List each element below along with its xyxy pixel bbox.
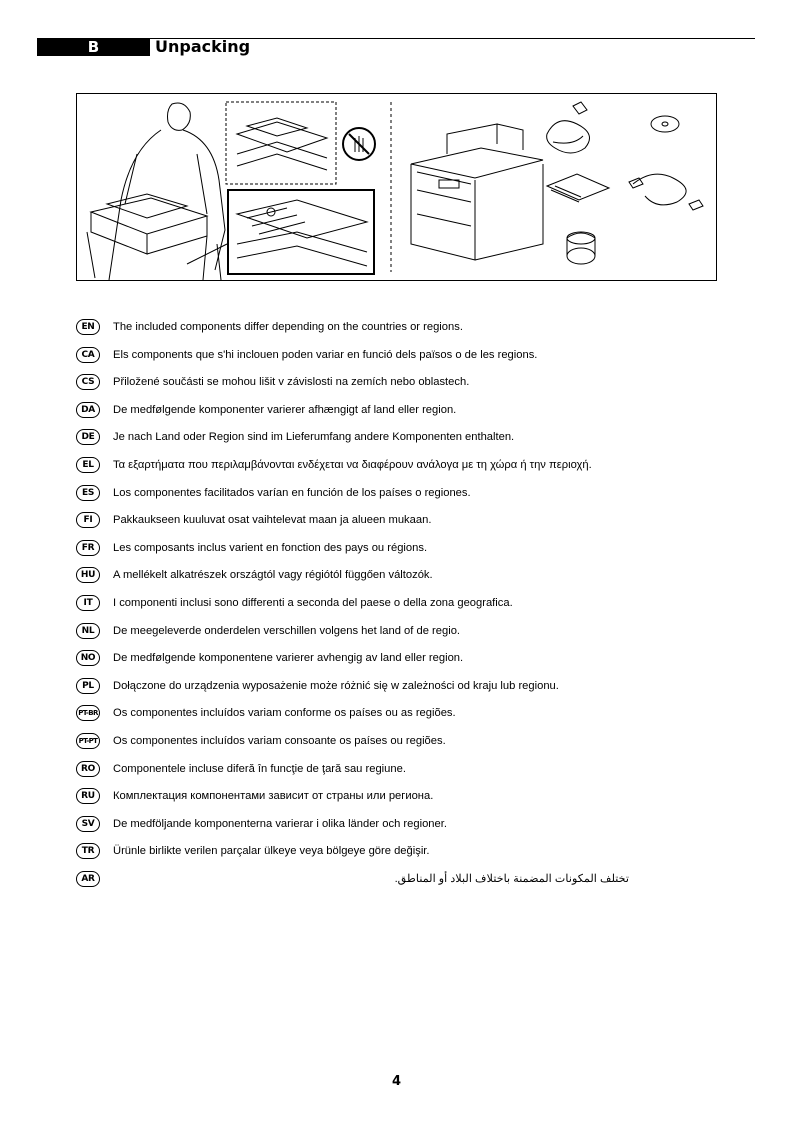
language-text: De medföljande komponenterna varierar i olika länder och regioner. [113, 817, 447, 830]
language-row-da [76, 401, 636, 429]
language-code-badge: FR [76, 540, 100, 556]
language-text: Les composants inclus varient en fonction des pays ou régions. [113, 541, 428, 554]
language-text: Комплектация компонентами зависит от страны или региона. [113, 790, 434, 803]
language-code-badge: ES [76, 485, 100, 501]
language-text: Los componentes facilitados varían en función de los países o regiones. [113, 486, 471, 499]
language-row-ca [76, 346, 636, 374]
language-row-en [76, 318, 636, 346]
language-row-nl [76, 622, 636, 650]
language-code-badge: RU [76, 788, 100, 804]
language-code-badge: NL [76, 623, 100, 639]
language-text: Dołączone do urządzenia wyposażenie może różnić się w zależności od kraju lub regionu. [113, 679, 559, 692]
language-code-badge: EL [76, 457, 100, 473]
language-code-badge: RO [76, 761, 100, 777]
language-text: Componentele incluse diferă în funcţie de ţară sau regiune. [113, 762, 406, 775]
cd-icon [651, 116, 679, 132]
language-text: De medfølgende komponenter varierer afhængigt af land eller region. [113, 403, 457, 416]
control-panel-detail-icon [237, 200, 367, 266]
language-code-badge: NO [76, 650, 100, 666]
language-text: Ürünle birlikte verilen parçalar ülkeye veya bölgeye göre değişir. [113, 845, 430, 858]
language-list [76, 318, 636, 897]
language-row-ru [76, 787, 636, 815]
page-number: 4 [391, 1074, 402, 1089]
language-text: Pakkaukseen kuuluvat osat vaihtelevat maan ja alueen mukaan. [113, 514, 432, 527]
language-code-badge: HU [76, 567, 100, 583]
language-code-badge: PT-PT [76, 733, 100, 749]
language-row-sv [76, 815, 636, 843]
language-row-fi [76, 511, 636, 539]
language-text: A mellékelt alkatrészek országtól vagy régiótól függően változók. [113, 569, 433, 582]
unpacking-illustration [76, 93, 717, 281]
language-text: Je nach Land oder Region sind im Lieferumfang andere Komponenten enthalten. [113, 431, 515, 444]
language-code-badge: PT-BR [76, 705, 100, 721]
language-row-de [76, 428, 636, 456]
language-text: Os componentes incluídos variam consoante os países ou regiões. [113, 734, 446, 747]
language-text: The included components differ depending on the countries or regions. [113, 321, 463, 333]
section-title: Unpacking [155, 37, 251, 56]
language-text: I componenti inclusi sono differenti a seconda del paese o della zona geografica. [113, 596, 513, 609]
language-text: Els components que s'hi inclouen poden variar en funció dels països o de les regions. [113, 348, 538, 361]
language-code-badge: IT [76, 595, 100, 611]
language-text: De medfølgende komponentene varierer avhengig av land eller region. [113, 652, 464, 665]
language-code-badge: EN [76, 319, 100, 335]
language-text: Přiložené součásti se mohou lišit v závislosti na zemích nebo oblastech. [113, 376, 470, 389]
manual-icon [547, 174, 609, 202]
language-row-ar [76, 870, 636, 898]
language-code-badge: DA [76, 402, 100, 418]
phone-cable-icon [629, 174, 703, 210]
printer-icon [411, 124, 543, 260]
language-text: Os componentes incluídos variam conforme os países ou as regiões. [113, 707, 456, 720]
language-row-hu [76, 566, 636, 594]
toner-core-icon [567, 232, 595, 264]
language-code-badge: TR [76, 843, 100, 859]
language-code-badge: PL [76, 678, 100, 694]
language-row-ro [76, 760, 636, 788]
section-badge: B [37, 38, 150, 56]
language-row-it [76, 594, 636, 622]
language-row-pt-br [76, 704, 636, 732]
language-code-badge: SV [76, 816, 100, 832]
language-text: Τα εξαρτήματα που περιλαμβάνονται ενδέχεται να διαφέρουν ανάλογα με τη χώρα ή την περιοχή. [113, 458, 592, 471]
power-cord-icon [547, 102, 590, 153]
language-row-tr [76, 842, 636, 870]
language-row-es [76, 484, 636, 512]
language-text: تختلف المكونات المضمنة باختلاف البلاد أو المناطق. [394, 872, 629, 885]
language-code-badge: DE [76, 429, 100, 445]
language-code-badge: CA [76, 347, 100, 363]
language-code-badge: CS [76, 374, 100, 390]
language-row-fr [76, 539, 636, 567]
language-row-pt-pt [76, 732, 636, 760]
language-row-no [76, 649, 636, 677]
language-code-badge: FI [76, 512, 100, 528]
language-row-el [76, 456, 636, 484]
language-text: De meegeleverde onderdelen verschillen volgens het land of de regio. [113, 624, 461, 637]
unpacking-drawing [77, 94, 718, 282]
language-row-cs [76, 373, 636, 401]
language-code-badge: AR [76, 871, 100, 887]
no-touch-warning-icon [343, 128, 375, 160]
machine-top-detail-icon [237, 118, 327, 170]
machine-carried-icon [87, 194, 207, 280]
language-row-pl [76, 677, 636, 705]
